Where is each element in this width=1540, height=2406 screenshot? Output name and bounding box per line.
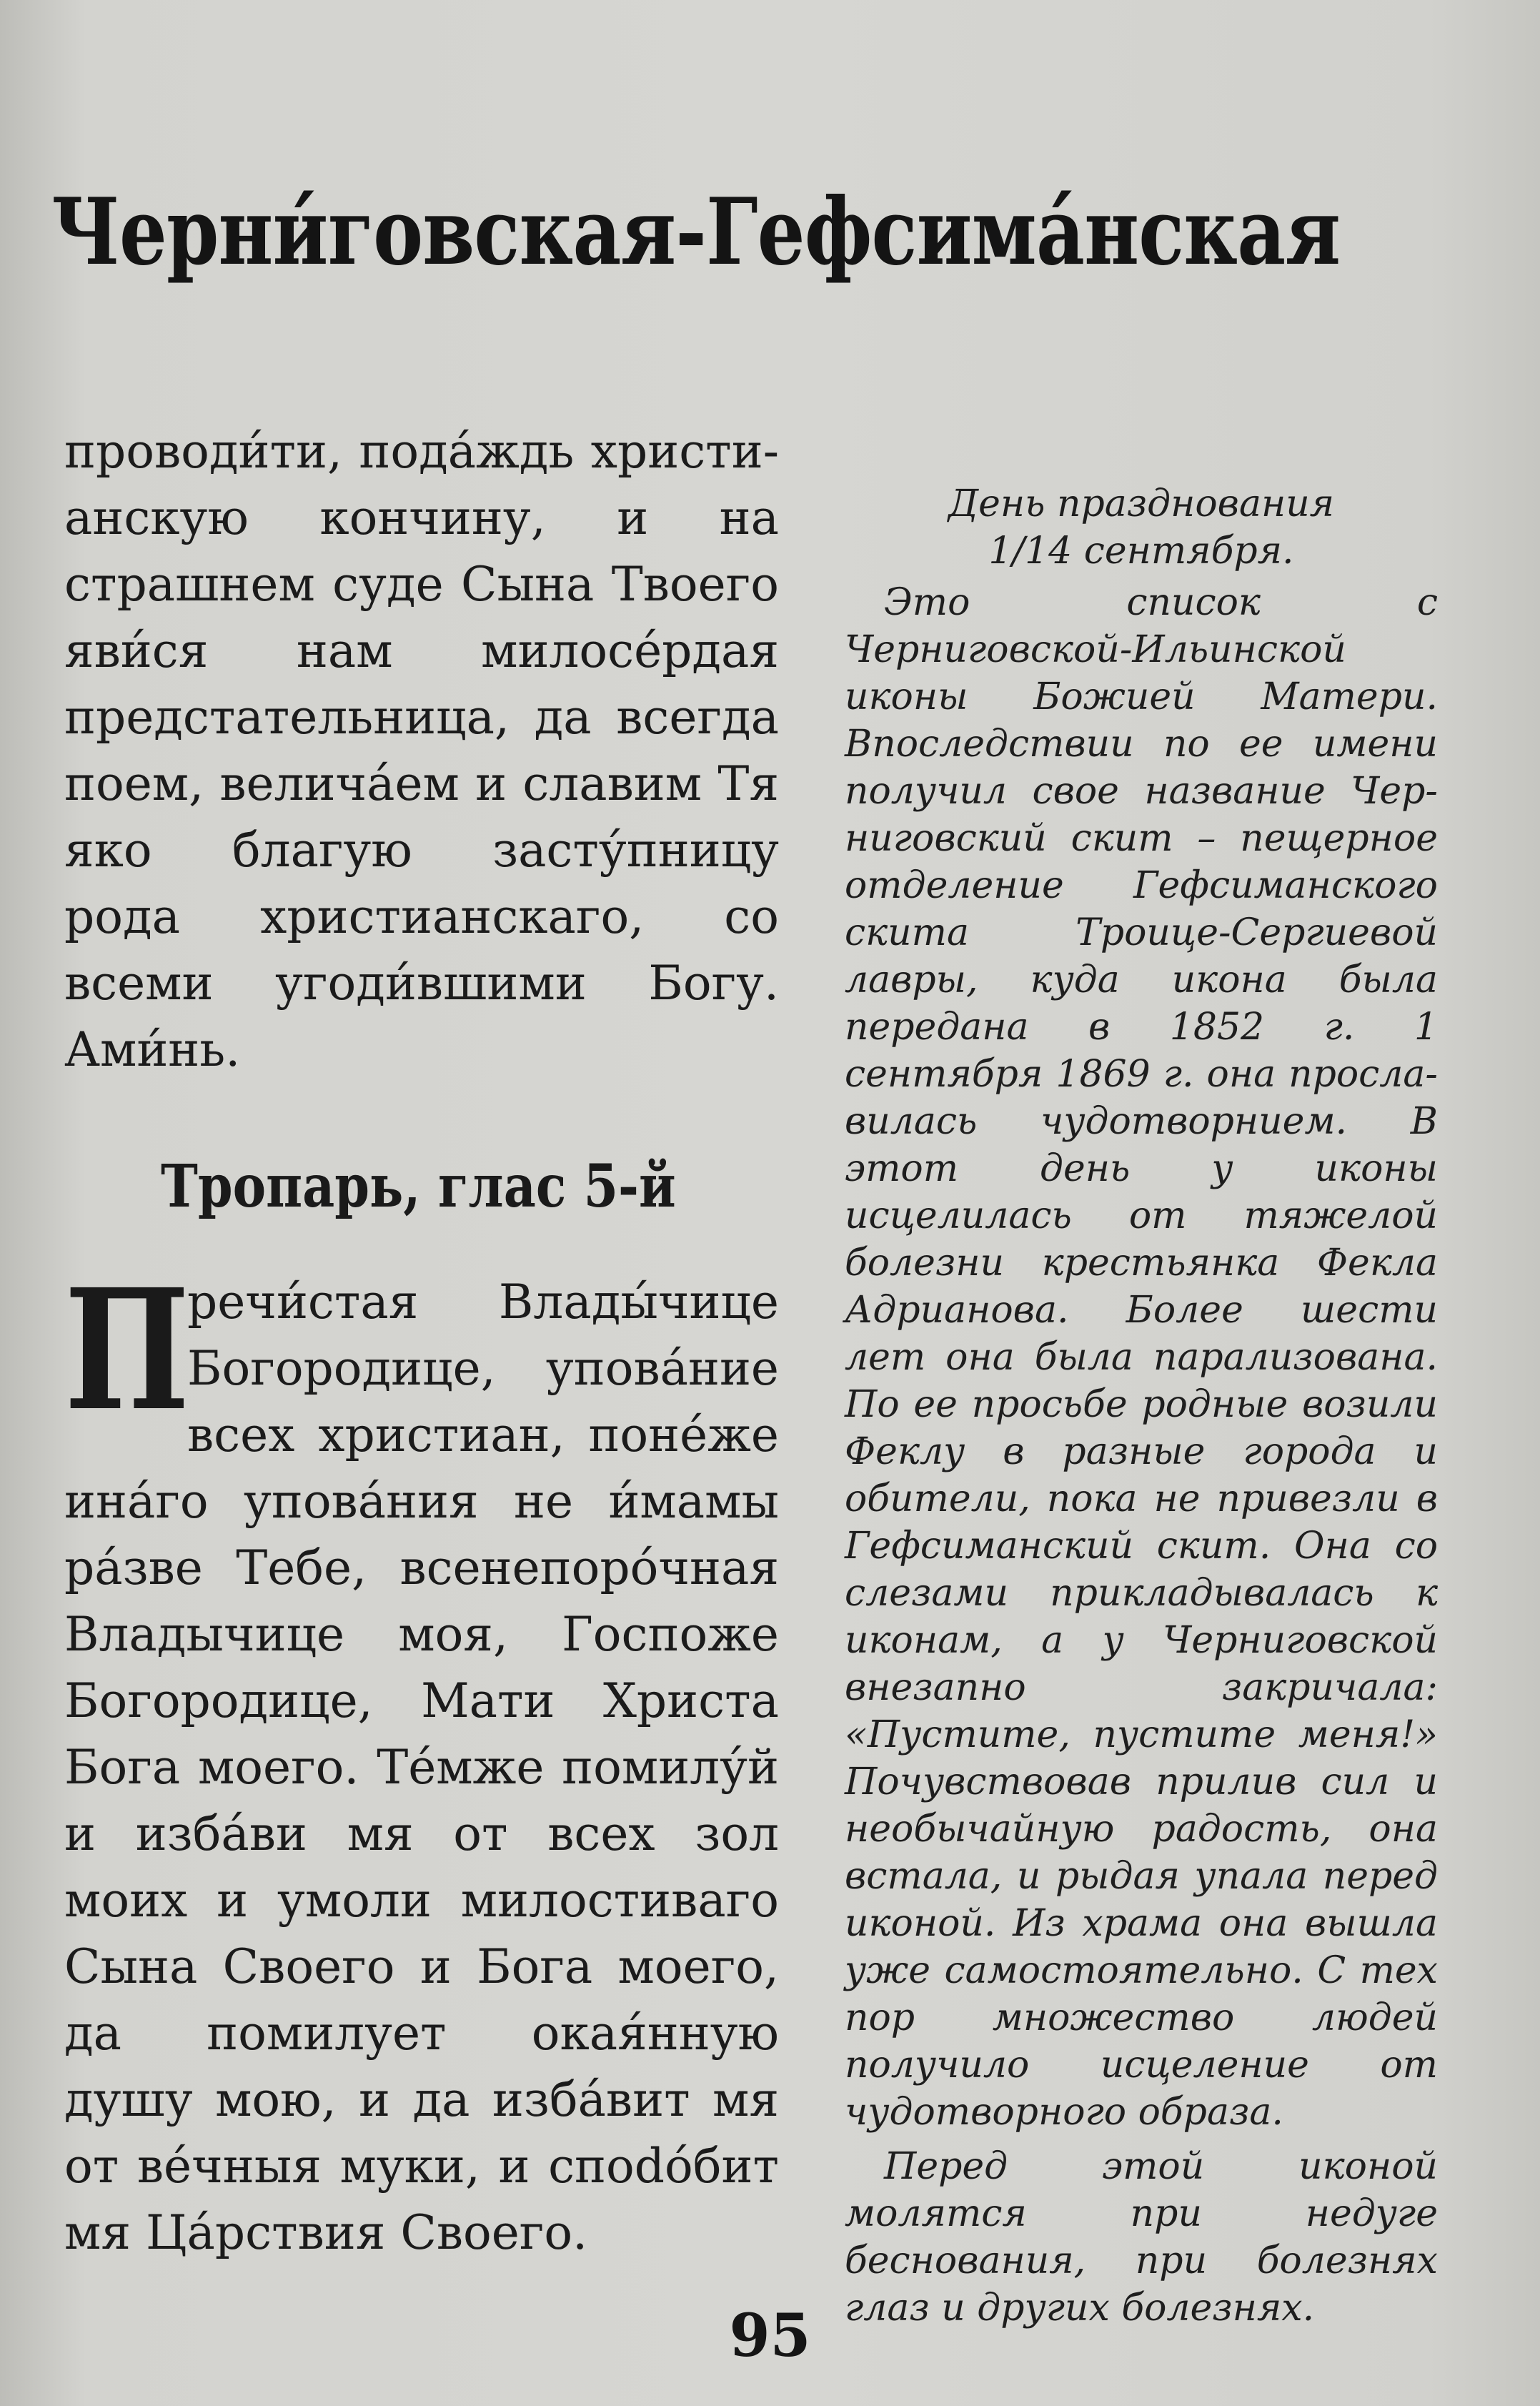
prayer-continuation-text: проводи́ти, пода́ждь христианскую кончину, и на страшнем суде Сына Твоего яви́ся нам милосе́рдая предстательница, да всегда поем, велича́ем и славим Тя яко благую засту́пницу рода христианскаго, со всеми угоди́вшими Богу. Ами́нь.	[64, 424, 779, 1077]
icon-prayer-purpose-paragraph: Перед этой иконой молятся при недуге беснования, при болезнях глаз и других болезнях.	[845, 2145, 1438, 2330]
drop-cap-letter: П	[64, 1252, 190, 1447]
feast-day-date: 1/14 сентября.	[988, 530, 1294, 573]
feast-day-label: День празднования	[948, 482, 1335, 525]
troparion-block	[64, 1252, 779, 2266]
troparion-heading: Тропарь, глас 5-й	[161, 1152, 676, 1221]
icon-info-column	[845, 480, 1438, 2332]
page-number: 95	[729, 2302, 811, 2370]
page-title: Черни́говская-Гефсима́нская	[51, 179, 1341, 286]
troparion-text: речи́стая Влады́чице Богородице, упова́ние всех христиан, поне́же ина́го упова́ния не и́мамы ра́зве Тебе, всенепоро́чная Владычице моя, Госпоже Богородице, Мати Христа Бога моего. Те́мже помилу́й и изба́ви мя от всех зол моих и умоли милостиваго Сына Своего и Бога моего, да помилует окая́нную душу мою, и да изба́вит мя от ве́чныя муки, и спodо́бит мя Ца́рствия Своего.	[64, 1274, 779, 2260]
icon-history-paragraph: Это список с Черниговской-Ильинской иконы Божией Матери. Впоследствии по ее имени получил свое название Черниговский скит – пещерное отделение Гефсиманского скита Троице-Сергиевой лавры, куда икона была передана в 1852 г. 1 сентября 1869 г. она прославилась чудотворнием. В этот день у иконы исцелилась от тяжелой болезни крестьянка Фекла Адрианова. Более шести лет она была парализована. По ее просьбе родные возили Феклу в разные города и обители, пока не привезли в Гефсиманский скит. Она со слезами прикладывалась к иконам, а у Черниговской внезапно закричала: «Пустите, пустите меня!» Почувствовав прилив сил и необычайную радость, она встала, и рыдая упала перед иконой. Из храма она вышла уже самостоятельно. С тех пор множество людей получило исцеление от чудотворного образа.	[845, 581, 1438, 2134]
